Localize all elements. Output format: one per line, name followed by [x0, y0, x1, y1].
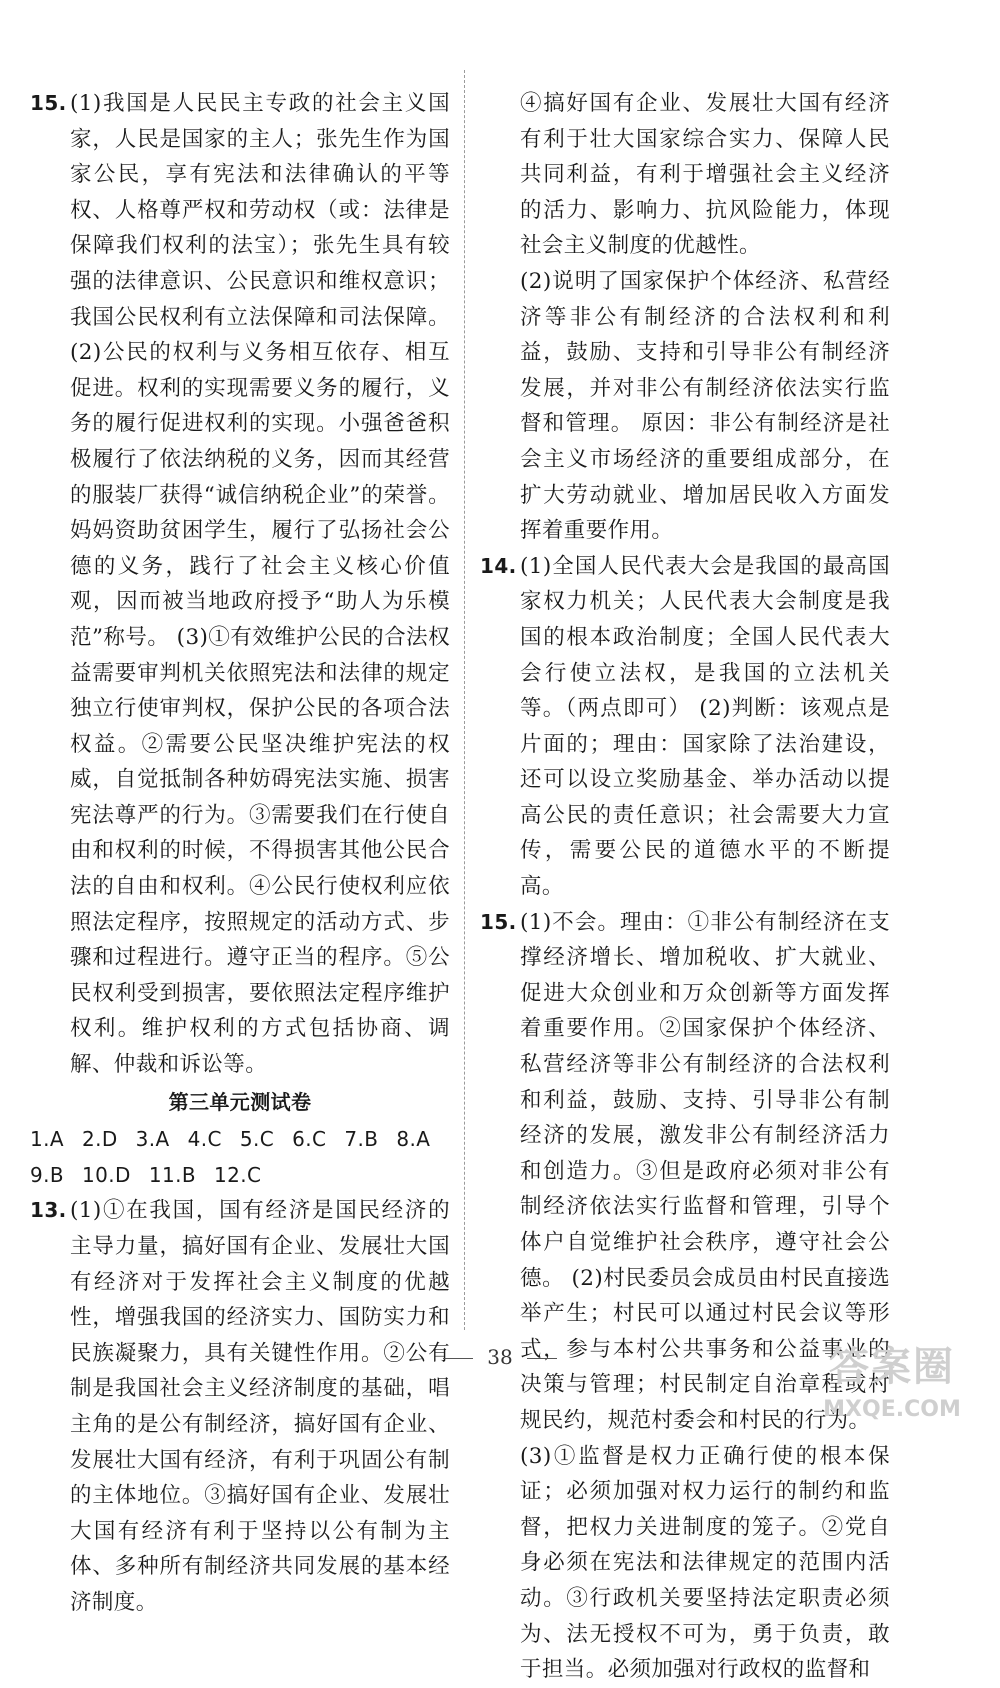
right-column — [480, 86, 890, 1688]
page-number-value: 38 — [487, 1345, 513, 1369]
question-14 — [480, 549, 890, 905]
question-number: 15. — [30, 91, 67, 115]
question-answer-text: (1)①在我国，国有经济是国民经济的主导力量，搞好国有企业、发展壮大国有经济对于发挥社会主义制度的优越性，增强我国的经济实力、国防实力和民族凝聚力，具有关键性作用。②公有制是我国社会主义经济制度的基础，唱主角的是公有制经济，搞好国有企业、发展壮大国有经济，有利于巩固公有制的主体地位。③搞好国有企业、发展壮大国有经济有利于坚持以公有制为主体、多种所有制经济共同发展的基本经济制度。 — [70, 1198, 450, 1615]
question-number: 15. — [480, 909, 517, 934]
question-answer-text: (1)全国人民代表大会是我国的最高国家权力机关；人民代表大会制度是我国的根本政治制度；全国人民代表大会行使立法权，是我国的立法机关等。（两点即可） (2)判断：该观点是片面的；理由：国家除了法治建设，还可以设立奖励基金、举办活动以提高公民的责任意识；社会需要大力宣传，需要公民的道德水平的不断提高。 — [520, 553, 890, 900]
choice-answer: 12.C — [213, 1162, 262, 1187]
question-15-part-3: (3)①监督是权力正确行使的根本保证；必须加强对权力运行的制约和监督，把权力关进制度的笼子。②党自身必须在宪法和法律规定的范围内活动。③行政机关要坚持法定职责必须为、法无授权不可为，勇于负责，敢于担当。必须加强对行政权的监督和 — [520, 1443, 890, 1683]
watermark-logo — [802, 1335, 982, 1445]
choice-answers-line-2 — [30, 1158, 450, 1194]
choice-answer: 3.A — [135, 1127, 170, 1152]
choice-answer: 10.D — [82, 1162, 131, 1187]
question-13-continued: ④搞好国有企业、发展壮大国有经济有利于壮大国家综合实力、保障人民共同利益，有利于增强社会主义经济的活力、影响力、抗风险能力，体现社会主义制度的优越性。 — [520, 91, 890, 259]
watermark-url: MXQE.COM — [823, 1397, 961, 1422]
choice-answer: 11.B — [148, 1162, 196, 1187]
choice-answers-line-1 — [30, 1122, 450, 1158]
left-column — [30, 86, 450, 1621]
choice-answer: 5.C — [239, 1127, 275, 1152]
question-number: 13. — [30, 1198, 67, 1223]
question-15-left — [30, 86, 450, 1083]
column-divider — [464, 70, 465, 1330]
choice-answer: 8.A — [396, 1127, 431, 1152]
question-13 — [30, 1193, 450, 1620]
page-number-dash — [443, 1358, 473, 1359]
question-13-part-2: (2)说明了国家保护个体经济、私营经济等非公有制经济的合法权利和利益，鼓励、支持和引导非公有制经济发展，并对非公有制经济依法实行监督和管理。 原因：非公有制经济是社会主义市场经济的重要组成部分，在扩大劳动就业、增加居民收入方面发挥着重要作用。 — [520, 268, 890, 544]
page-number-dash — [527, 1358, 557, 1359]
section-title: 第三单元测试卷 — [168, 1089, 312, 1114]
watermark-text: 答案圈 — [829, 1344, 955, 1390]
choice-answer: 2.D — [81, 1127, 118, 1152]
choice-answer: 7.B — [344, 1127, 379, 1152]
choice-answer: 9.B — [30, 1162, 65, 1187]
question-number: 14. — [480, 553, 517, 578]
choice-answer: 1.A — [30, 1127, 64, 1152]
choice-answer: 4.C — [187, 1127, 222, 1152]
choice-answer: 6.C — [292, 1127, 327, 1152]
question-answer-text: (1)不会。理由：①非公有制经济在支撑经济增长、增加税收、扩大就业、促进大众创业和万众创新等方面发挥着重要作用。②国家保护个体经济、私营经济等非公有制经济的合法权利和利益，鼓励、支持、引导非公有制经济的发展，激发非公有制经济活力和创造力。③但是政府必须对非公有制经济依法实行监督和管理，引导个体户自觉维护社会秩序，遵守社会公德。 (2)村民委员会成员由村民直接选举产生；村民可以通过村民会议等形式，参与本村公共事务和公益事业的决策与管理；村民制定自治章程或村规民约，规范村委会和村民的行为。 — [520, 909, 890, 1433]
question-answer-text: (1)我国是人民民主专政的社会主义国家，人民是国家的主人；张先生作为国家公民，享有宪法和法律确认的平等权、人格尊严权和劳动权（或：法律是保障我们权利的法宝）；张先生具有较强的法律意识、公民意识和维权意识；我国公民权利有立法保障和司法保障。 (2)公民的权利与义务相互依存、相互促进。权利的实现需要义务的履行，义务的履行促进权利的实现。小强爸爸积极履行了依法纳税的义务，因而其经营的服装厂获得“诚信纳税企业”的荣誉。妈妈资助贫困学生，履行了弘扬社会公德的义务，践行了社会主义核心价值观，因而被当地政府授予“助人为乐模范”称号。 (3)①有效维护公民的合法权益需要审判机关依照宪法和法律的规定独立行使审判权，保护公民的各项合法权益。②需要公民坚决维护宪法的权威，自觉抵制各种妨碍宪法实施、损害宪法尊严的行为。③需要我们在行使自由和权利的时候，不得损害其他公民合法的自由和权利。④公民行使权利应依照法定程序，按照规定的活动方式、步骤和过程进行。遵守正当的程序。⑤公民权利受到损害，要依照法定程序维护权利。维护权利的方式包括协商、调解、仲裁和诉讼等。 — [70, 91, 450, 1078]
